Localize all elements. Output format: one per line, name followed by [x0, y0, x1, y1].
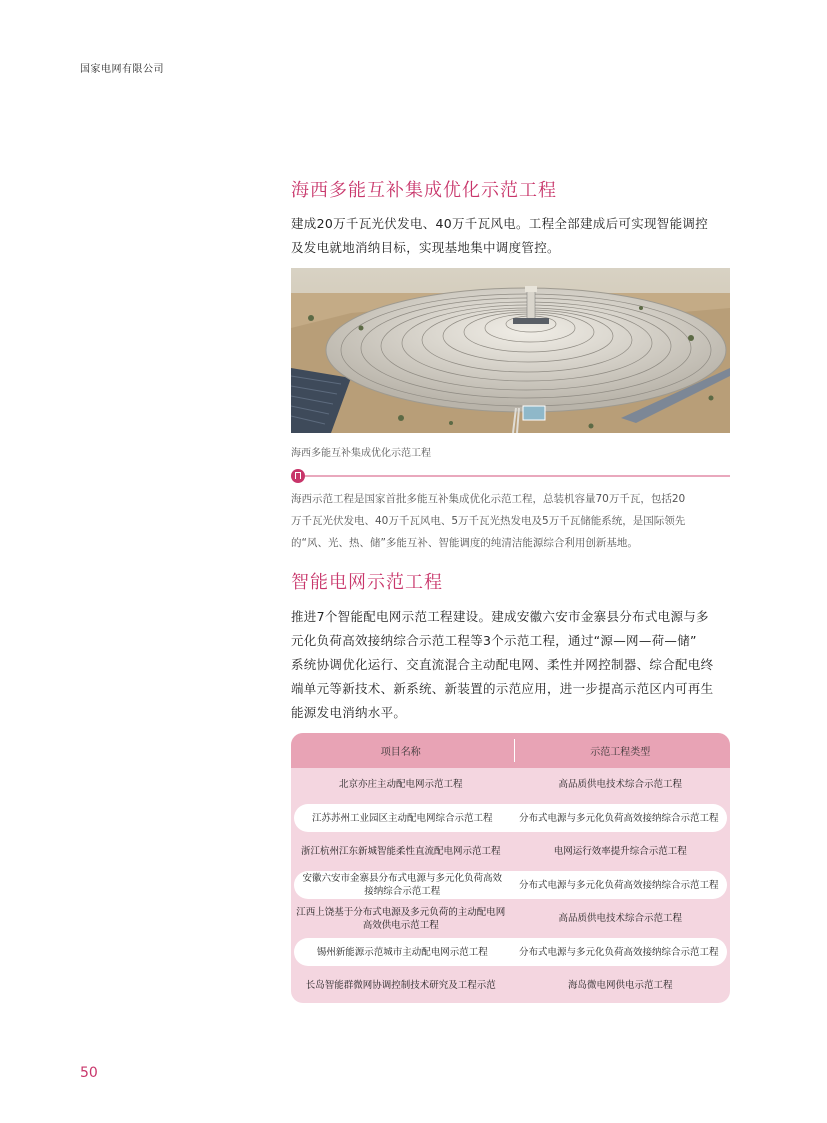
table-row: [291, 902, 730, 936]
page-number: 50: [80, 1065, 98, 1081]
header-divider: [514, 739, 515, 762]
table-row: [291, 768, 730, 802]
demo-projects-table: [291, 733, 730, 1003]
solar-field-illustration: [291, 268, 730, 433]
section-title-haixi: 海西多能互补集成优化示范工程: [291, 180, 557, 201]
note-divider: [291, 469, 730, 483]
cell-type: 分布式电源与多元化负荷高效接纳综合示范工程: [518, 946, 719, 958]
cell-name: 安徽六安市金寨县分布式电源与多元化负荷高效接纳综合示范工程: [302, 873, 502, 898]
cell-name: 北京亦庄主动配电网示范工程: [338, 779, 463, 791]
body-line: 系统协调优化运行、交直流混合主动配电网、柔性并网控制器、综合配电终: [291, 657, 714, 672]
note-line-text: 的“风、光、热、储”多能互补、智能调度的纯清洁能源综合利用创新基地。: [291, 537, 638, 549]
cell-type: 高品质供电技术综合示范工程: [558, 779, 682, 791]
body-line: 及发电就地消纳目标，实现基地集中调度管控。: [291, 240, 560, 255]
cell-type: 分布式电源与多元化负荷高效接纳综合示范工程: [518, 879, 719, 891]
row-highlight: [294, 804, 727, 832]
cell-type: 电网运行效率提升综合示范工程: [553, 846, 687, 858]
section-body-haixi: [291, 212, 731, 260]
bookmark-icon: [291, 469, 305, 483]
note-line: [305, 475, 730, 477]
row-highlight: [294, 871, 727, 899]
photo-caption: 海西多能互补集成优化示范工程: [291, 448, 431, 459]
table-row: [291, 869, 730, 903]
cell-name: 江苏苏州工业园区主动配电网综合示范工程: [311, 812, 493, 824]
body-line: 元化负荷高效接纳综合示范工程等3个示范工程，通过“源—网—荷—储”: [291, 633, 697, 648]
section-body-smart-grid: [291, 605, 731, 725]
table-row: [291, 835, 730, 869]
body-line: 端单元等新技术、新系统、新装置的示范应用，进一步提高示范区内可再生: [291, 681, 714, 696]
body-line: 能源发电消纳水平。: [291, 705, 407, 720]
company-name: 国家电网有限公司: [80, 64, 164, 75]
cell-name: 锡州新能源示范城市主动配电网示范工程: [316, 946, 488, 958]
body-line: 建成20万千瓦光伏发电、40万千瓦风电。工程全部建成后可实现智能调控: [291, 216, 709, 231]
note-line-text: 万千瓦光伏发电、40万千瓦风电、5万千瓦光热发电及5万千瓦储能系统，是国际领先: [291, 515, 686, 527]
cell-name: 江西上饶基于分布式电源及多元负荷的主动配电网高效供电示范工程: [296, 906, 506, 931]
cell-type: 分布式电源与多元化负荷高效接纳综合示范工程: [518, 812, 719, 824]
note-text: [291, 488, 733, 554]
header-project-name: 项目名称: [380, 747, 421, 758]
cell-type: 海岛微电网供电示范工程: [567, 980, 673, 992]
cell-name: 浙江杭州江东新城智能柔性直流配电网示范工程: [300, 846, 501, 858]
header-project-type: 示范工程类型: [590, 747, 651, 758]
section-title-smart-grid: 智能电网示范工程: [291, 572, 443, 593]
cell-name: 长岛智能群微网协调控制技术研究及工程示范: [305, 980, 496, 992]
row-highlight: [294, 938, 727, 966]
body-line: 推进7个智能配电网示范工程建设。建成安徽六安市金寨县分布式电源与多: [291, 609, 709, 624]
table-row: [291, 802, 730, 836]
cell-type: 高品质供电技术综合示范工程: [558, 913, 682, 925]
note-line-text: 海西示范工程是国家首批多能互补集成优化示范工程，总装机容量70万千瓦，包括20: [291, 493, 686, 505]
solar-thermal-plant-photo: [291, 268, 730, 433]
table-row: [291, 969, 730, 1003]
table-row: [291, 936, 730, 970]
table-header: [291, 733, 730, 768]
